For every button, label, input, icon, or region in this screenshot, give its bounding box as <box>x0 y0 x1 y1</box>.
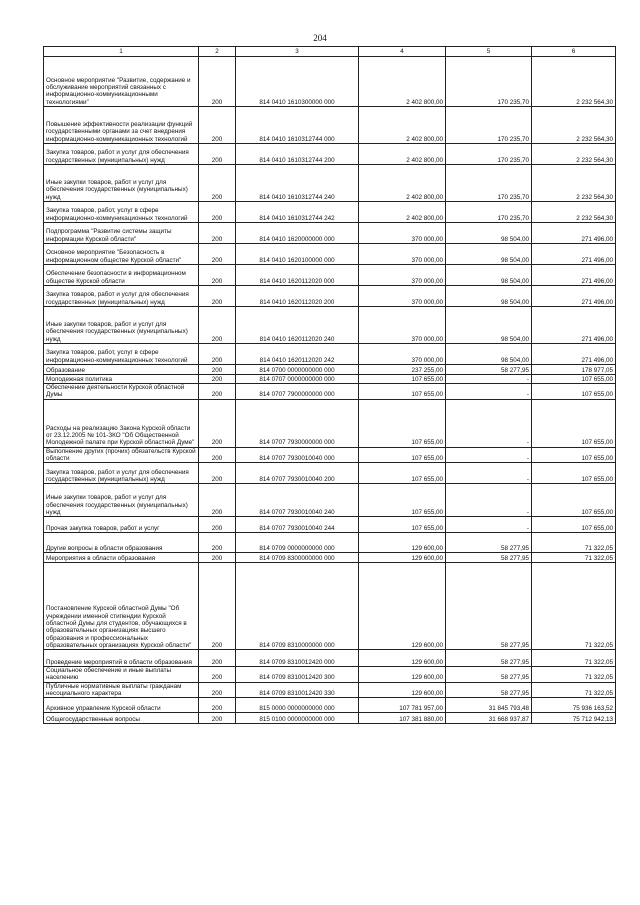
table-row <box>44 244 616 265</box>
row-kbk-cell: 814 0410 1610312744 200 <box>236 144 359 165</box>
table-row <box>44 667 616 683</box>
table-row <box>44 533 616 553</box>
row-name-cell: Публичные нормативные выплаты гражданам несоциального характера <box>44 682 199 698</box>
row-executed-amount-cell: - <box>446 463 532 484</box>
table-row <box>44 144 616 165</box>
row-unexecuted-amount-cell: 107 655,00 <box>532 375 616 384</box>
column-header-1: 1 <box>44 47 199 57</box>
table-row <box>44 713 616 724</box>
row-kbk-cell: 814 0709 8300000000 000 <box>236 553 359 563</box>
row-name-cell: Проведение мероприятий в области образования <box>44 650 199 667</box>
row-code-cell: 200 <box>199 682 236 698</box>
row-executed-amount-cell: - <box>446 517 532 533</box>
row-code-cell: 200 <box>199 265 236 286</box>
column-header-2: 2 <box>199 47 236 57</box>
row-code-cell: 200 <box>199 307 236 344</box>
row-unexecuted-amount-cell: 2 232 564,30 <box>532 144 616 165</box>
row-name-cell: Другие вопросы в области образования <box>44 533 199 553</box>
table-row <box>44 307 616 344</box>
row-approved-amount-cell: 2 402 800,00 <box>359 202 446 223</box>
row-approved-amount-cell: 129 600,00 <box>359 650 446 667</box>
row-unexecuted-amount-cell: 107 655,00 <box>532 517 616 533</box>
row-code-cell: 200 <box>199 165 236 202</box>
row-kbk-cell: 814 0707 0000000000 000 <box>236 375 359 384</box>
row-kbk-cell: 814 0410 1610312744 000 <box>236 107 359 144</box>
table-row <box>44 57 616 107</box>
row-kbk-cell: 814 0709 8310012420 300 <box>236 667 359 683</box>
row-name-cell: Обеспечение деятельности Курской областной Думы <box>44 384 199 400</box>
row-code-cell: 200 <box>199 463 236 484</box>
row-kbk-cell: 814 0709 8310012420 330 <box>236 682 359 698</box>
row-code-cell: 200 <box>199 202 236 223</box>
row-unexecuted-amount-cell: 71 322,05 <box>532 667 616 683</box>
row-approved-amount-cell: 370 000,00 <box>359 344 446 365</box>
row-unexecuted-amount-cell: 271 496,00 <box>532 307 616 344</box>
row-code-cell: 200 <box>199 667 236 683</box>
row-approved-amount-cell: 107 655,00 <box>359 399 446 447</box>
row-kbk-cell: 815 0100 0000000000 000 <box>236 713 359 724</box>
row-unexecuted-amount-cell: 271 496,00 <box>532 244 616 265</box>
row-name-cell: Общегосударственные вопросы <box>44 713 199 724</box>
table-body <box>44 57 616 724</box>
table-row <box>44 384 616 400</box>
row-executed-amount-cell: 170 235,70 <box>446 144 532 165</box>
row-executed-amount-cell: 58 277,95 <box>446 365 532 375</box>
row-name-cell: Архивное управление Курской области <box>44 698 199 713</box>
row-unexecuted-amount-cell: 271 496,00 <box>532 223 616 244</box>
row-unexecuted-amount-cell: 107 655,00 <box>532 463 616 484</box>
table-row <box>44 447 616 463</box>
row-code-cell: 200 <box>199 244 236 265</box>
table-row <box>44 399 616 447</box>
row-approved-amount-cell: 129 600,00 <box>359 563 446 650</box>
row-unexecuted-amount-cell: 71 322,05 <box>532 533 616 553</box>
budget-execution-table <box>43 46 616 724</box>
row-executed-amount-cell: 170 235,70 <box>446 57 532 107</box>
table-row <box>44 223 616 244</box>
row-approved-amount-cell: 237 255,00 <box>359 365 446 375</box>
row-approved-amount-cell: 107 655,00 <box>359 375 446 384</box>
row-name-cell: Обеспечение безопасности в информационном обществе Курской области <box>44 265 199 286</box>
column-header-4: 4 <box>359 47 446 57</box>
row-unexecuted-amount-cell: 71 322,05 <box>532 553 616 563</box>
row-unexecuted-amount-cell: 75 936 163,52 <box>532 698 616 713</box>
row-code-cell: 200 <box>199 698 236 713</box>
column-number-row <box>44 47 616 57</box>
row-kbk-cell: 814 0707 7930010040 244 <box>236 517 359 533</box>
table-row <box>44 682 616 698</box>
row-unexecuted-amount-cell: 107 655,00 <box>532 447 616 463</box>
row-name-cell: Закупка товаров, работ и услуг для обеспечения государственных (муниципальных) нужд <box>44 144 199 165</box>
row-kbk-cell: 814 0410 1620000000 000 <box>236 223 359 244</box>
row-code-cell: 200 <box>199 223 236 244</box>
row-approved-amount-cell: 370 000,00 <box>359 244 446 265</box>
table-row <box>44 344 616 365</box>
row-code-cell: 200 <box>199 384 236 400</box>
row-code-cell: 200 <box>199 399 236 447</box>
row-code-cell: 200 <box>199 344 236 365</box>
table-row <box>44 650 616 667</box>
row-executed-amount-cell: 170 235,70 <box>446 107 532 144</box>
row-approved-amount-cell: 107 655,00 <box>359 463 446 484</box>
row-unexecuted-amount-cell: 107 655,00 <box>532 399 616 447</box>
table-row <box>44 463 616 484</box>
row-code-cell: 200 <box>199 375 236 384</box>
row-kbk-cell: 814 0410 1610312744 242 <box>236 202 359 223</box>
row-unexecuted-amount-cell: 107 655,00 <box>532 384 616 400</box>
row-name-cell: Подпрограмма "Развитие системы защиты информации Курской области" <box>44 223 199 244</box>
row-approved-amount-cell: 370 000,00 <box>359 223 446 244</box>
row-kbk-cell: 814 0410 1620112020 200 <box>236 286 359 307</box>
row-unexecuted-amount-cell: 2 232 564,30 <box>532 165 616 202</box>
row-unexecuted-amount-cell: 271 496,00 <box>532 286 616 307</box>
row-name-cell: Образование <box>44 365 199 375</box>
table-row <box>44 202 616 223</box>
row-approved-amount-cell: 370 000,00 <box>359 265 446 286</box>
row-executed-amount-cell: 58 277,95 <box>446 682 532 698</box>
row-kbk-cell: 814 0700 0000000000 000 <box>236 365 359 375</box>
row-executed-amount-cell: 58 277,95 <box>446 650 532 667</box>
row-executed-amount-cell: 98 504,00 <box>446 307 532 344</box>
column-header-3: 3 <box>236 47 359 57</box>
row-unexecuted-amount-cell: 178 977,05 <box>532 365 616 375</box>
row-approved-amount-cell: 107 781 957,00 <box>359 698 446 713</box>
row-name-cell: Расходы на реализацию Закона Курской области от 23.12.2005 № 101-ЗКО "Об Общественной Молодежной палате при Курской областной Думе" <box>44 399 199 447</box>
row-kbk-cell: 815 0000 0000000000 000 <box>236 698 359 713</box>
table-row <box>44 286 616 307</box>
column-header-6: 6 <box>532 47 616 57</box>
row-approved-amount-cell: 129 600,00 <box>359 533 446 553</box>
row-unexecuted-amount-cell: 71 322,05 <box>532 650 616 667</box>
table-row <box>44 375 616 384</box>
row-unexecuted-amount-cell: 107 655,00 <box>532 484 616 517</box>
row-approved-amount-cell: 129 600,00 <box>359 682 446 698</box>
row-code-cell: 200 <box>199 107 236 144</box>
row-name-cell: Постановление Курской областной Думы "Об учреждении именной стипендии Курской областной Думы для студентов, обучающихся в образовательных организациях высшего образования и профессиональных образовательных организациях Курской области" <box>44 563 199 650</box>
row-code-cell: 200 <box>199 533 236 553</box>
row-name-cell: Иные закупки товаров, работ и услуг для обеспечения государственных (муниципальных) нужд <box>44 165 199 202</box>
row-approved-amount-cell: 129 600,00 <box>359 667 446 683</box>
row-executed-amount-cell: 98 504,00 <box>446 244 532 265</box>
row-unexecuted-amount-cell: 75 712 942,13 <box>532 713 616 724</box>
row-approved-amount-cell: 2 402 800,00 <box>359 165 446 202</box>
row-name-cell: Иные закупки товаров, работ и услуг для обеспечения государственных (муниципальных) нужд <box>44 307 199 344</box>
row-name-cell: Прочая закупка товаров, работ и услуг <box>44 517 199 533</box>
row-name-cell: Повышение эффективности реализации функций государственными органами за счет внедрения информационно-коммуникационных технологий <box>44 107 199 144</box>
column-header-5: 5 <box>446 47 532 57</box>
row-name-cell: Закупка товаров, работ, услуг в сфере информационно-коммуникационных технологий <box>44 202 199 223</box>
row-name-cell: Молодежная политика <box>44 375 199 384</box>
row-executed-amount-cell: 58 277,95 <box>446 563 532 650</box>
table-row <box>44 107 616 144</box>
row-kbk-cell: 814 0707 7930010040 200 <box>236 463 359 484</box>
row-name-cell: Социальное обеспечение и иные выплаты населению <box>44 667 199 683</box>
row-approved-amount-cell: 2 402 800,00 <box>359 144 446 165</box>
row-kbk-cell: 814 0707 7930010040 240 <box>236 484 359 517</box>
row-approved-amount-cell: 107 655,00 <box>359 484 446 517</box>
row-kbk-cell: 814 0410 1620112020 000 <box>236 265 359 286</box>
row-approved-amount-cell: 2 402 800,00 <box>359 57 446 107</box>
row-executed-amount-cell: 58 277,95 <box>446 533 532 553</box>
row-name-cell: Закупка товаров, работ и услуг для обеспечения государственных (муниципальных) нужд <box>44 286 199 307</box>
table-row <box>44 265 616 286</box>
row-executed-amount-cell: - <box>446 447 532 463</box>
row-approved-amount-cell: 2 402 800,00 <box>359 107 446 144</box>
row-code-cell: 200 <box>199 484 236 517</box>
row-executed-amount-cell: 98 504,00 <box>446 223 532 244</box>
row-unexecuted-amount-cell: 2 232 564,30 <box>532 57 616 107</box>
row-executed-amount-cell: 58 277,95 <box>446 667 532 683</box>
row-approved-amount-cell: 107 655,00 <box>359 447 446 463</box>
row-kbk-cell: 814 0707 7930000000 000 <box>236 399 359 447</box>
row-executed-amount-cell: 31 668 937,87 <box>446 713 532 724</box>
row-kbk-cell: 814 0410 1610300000 000 <box>236 57 359 107</box>
row-kbk-cell: 814 0410 1620112020 242 <box>236 344 359 365</box>
row-name-cell: Основное мероприятие "Безопасность в информационном обществе Курской области" <box>44 244 199 265</box>
table-row <box>44 563 616 650</box>
row-executed-amount-cell: 31 845 793,48 <box>446 698 532 713</box>
row-kbk-cell: 814 0709 8310000000 000 <box>236 563 359 650</box>
row-approved-amount-cell: 107 381 880,00 <box>359 713 446 724</box>
row-unexecuted-amount-cell: 271 496,00 <box>532 265 616 286</box>
row-executed-amount-cell: 170 235,70 <box>446 165 532 202</box>
page-number: 204 <box>313 33 327 43</box>
row-code-cell: 200 <box>199 713 236 724</box>
row-approved-amount-cell: 107 655,00 <box>359 384 446 400</box>
row-executed-amount-cell: 98 504,00 <box>446 344 532 365</box>
row-executed-amount-cell: - <box>446 375 532 384</box>
table-row <box>44 553 616 563</box>
row-code-cell: 200 <box>199 517 236 533</box>
row-unexecuted-amount-cell: 71 322,05 <box>532 682 616 698</box>
row-kbk-cell: 814 0410 1610312744 240 <box>236 165 359 202</box>
row-code-cell: 200 <box>199 365 236 375</box>
table-row <box>44 365 616 375</box>
row-code-cell: 200 <box>199 563 236 650</box>
row-unexecuted-amount-cell: 271 496,00 <box>532 344 616 365</box>
row-name-cell: Основное мероприятие "Развитие, содержание и обслуживание мероприятий связанных с информационно-коммуникационными технологиями" <box>44 57 199 107</box>
table-row <box>44 517 616 533</box>
row-kbk-cell: 814 0709 0000000000 000 <box>236 533 359 553</box>
row-code-cell: 200 <box>199 650 236 667</box>
row-approved-amount-cell: 370 000,00 <box>359 286 446 307</box>
table-row <box>44 484 616 517</box>
row-executed-amount-cell: - <box>446 384 532 400</box>
row-approved-amount-cell: 107 655,00 <box>359 517 446 533</box>
row-code-cell: 200 <box>199 447 236 463</box>
row-approved-amount-cell: 129 600,00 <box>359 553 446 563</box>
row-name-cell: Закупка товаров, работ и услуг для обеспечения государственных (муниципальных) нужд <box>44 463 199 484</box>
row-unexecuted-amount-cell: 2 232 564,30 <box>532 107 616 144</box>
row-code-cell: 200 <box>199 553 236 563</box>
row-code-cell: 200 <box>199 144 236 165</box>
row-executed-amount-cell: - <box>446 484 532 517</box>
row-executed-amount-cell: 98 504,00 <box>446 286 532 307</box>
row-executed-amount-cell: 98 504,00 <box>446 265 532 286</box>
row-kbk-cell: 814 0707 7930010040 000 <box>236 447 359 463</box>
row-name-cell: Выполнение других (прочих) обязательств Курской области <box>44 447 199 463</box>
row-name-cell: Иные закупки товаров, работ и услуг для обеспечения государственных (муниципальных) нужд <box>44 484 199 517</box>
row-name-cell: Мероприятия в области образования <box>44 553 199 563</box>
row-unexecuted-amount-cell: 2 232 564,30 <box>532 202 616 223</box>
row-name-cell: Закупка товаров, работ, услуг в сфере информационно-коммуникационных технологий <box>44 344 199 365</box>
row-unexecuted-amount-cell: 71 322,05 <box>532 563 616 650</box>
table-row <box>44 165 616 202</box>
row-executed-amount-cell: - <box>446 399 532 447</box>
row-code-cell: 200 <box>199 57 236 107</box>
row-code-cell: 200 <box>199 286 236 307</box>
row-kbk-cell: 814 0410 1620100000 000 <box>236 244 359 265</box>
row-executed-amount-cell: 170 235,70 <box>446 202 532 223</box>
row-kbk-cell: 814 0707 7900000000 000 <box>236 384 359 400</box>
row-kbk-cell: 814 0410 1620112020 240 <box>236 307 359 344</box>
row-approved-amount-cell: 370 000,00 <box>359 307 446 344</box>
row-executed-amount-cell: 58 277,95 <box>446 553 532 563</box>
table-row <box>44 698 616 713</box>
row-kbk-cell: 814 0709 8310012420 000 <box>236 650 359 667</box>
